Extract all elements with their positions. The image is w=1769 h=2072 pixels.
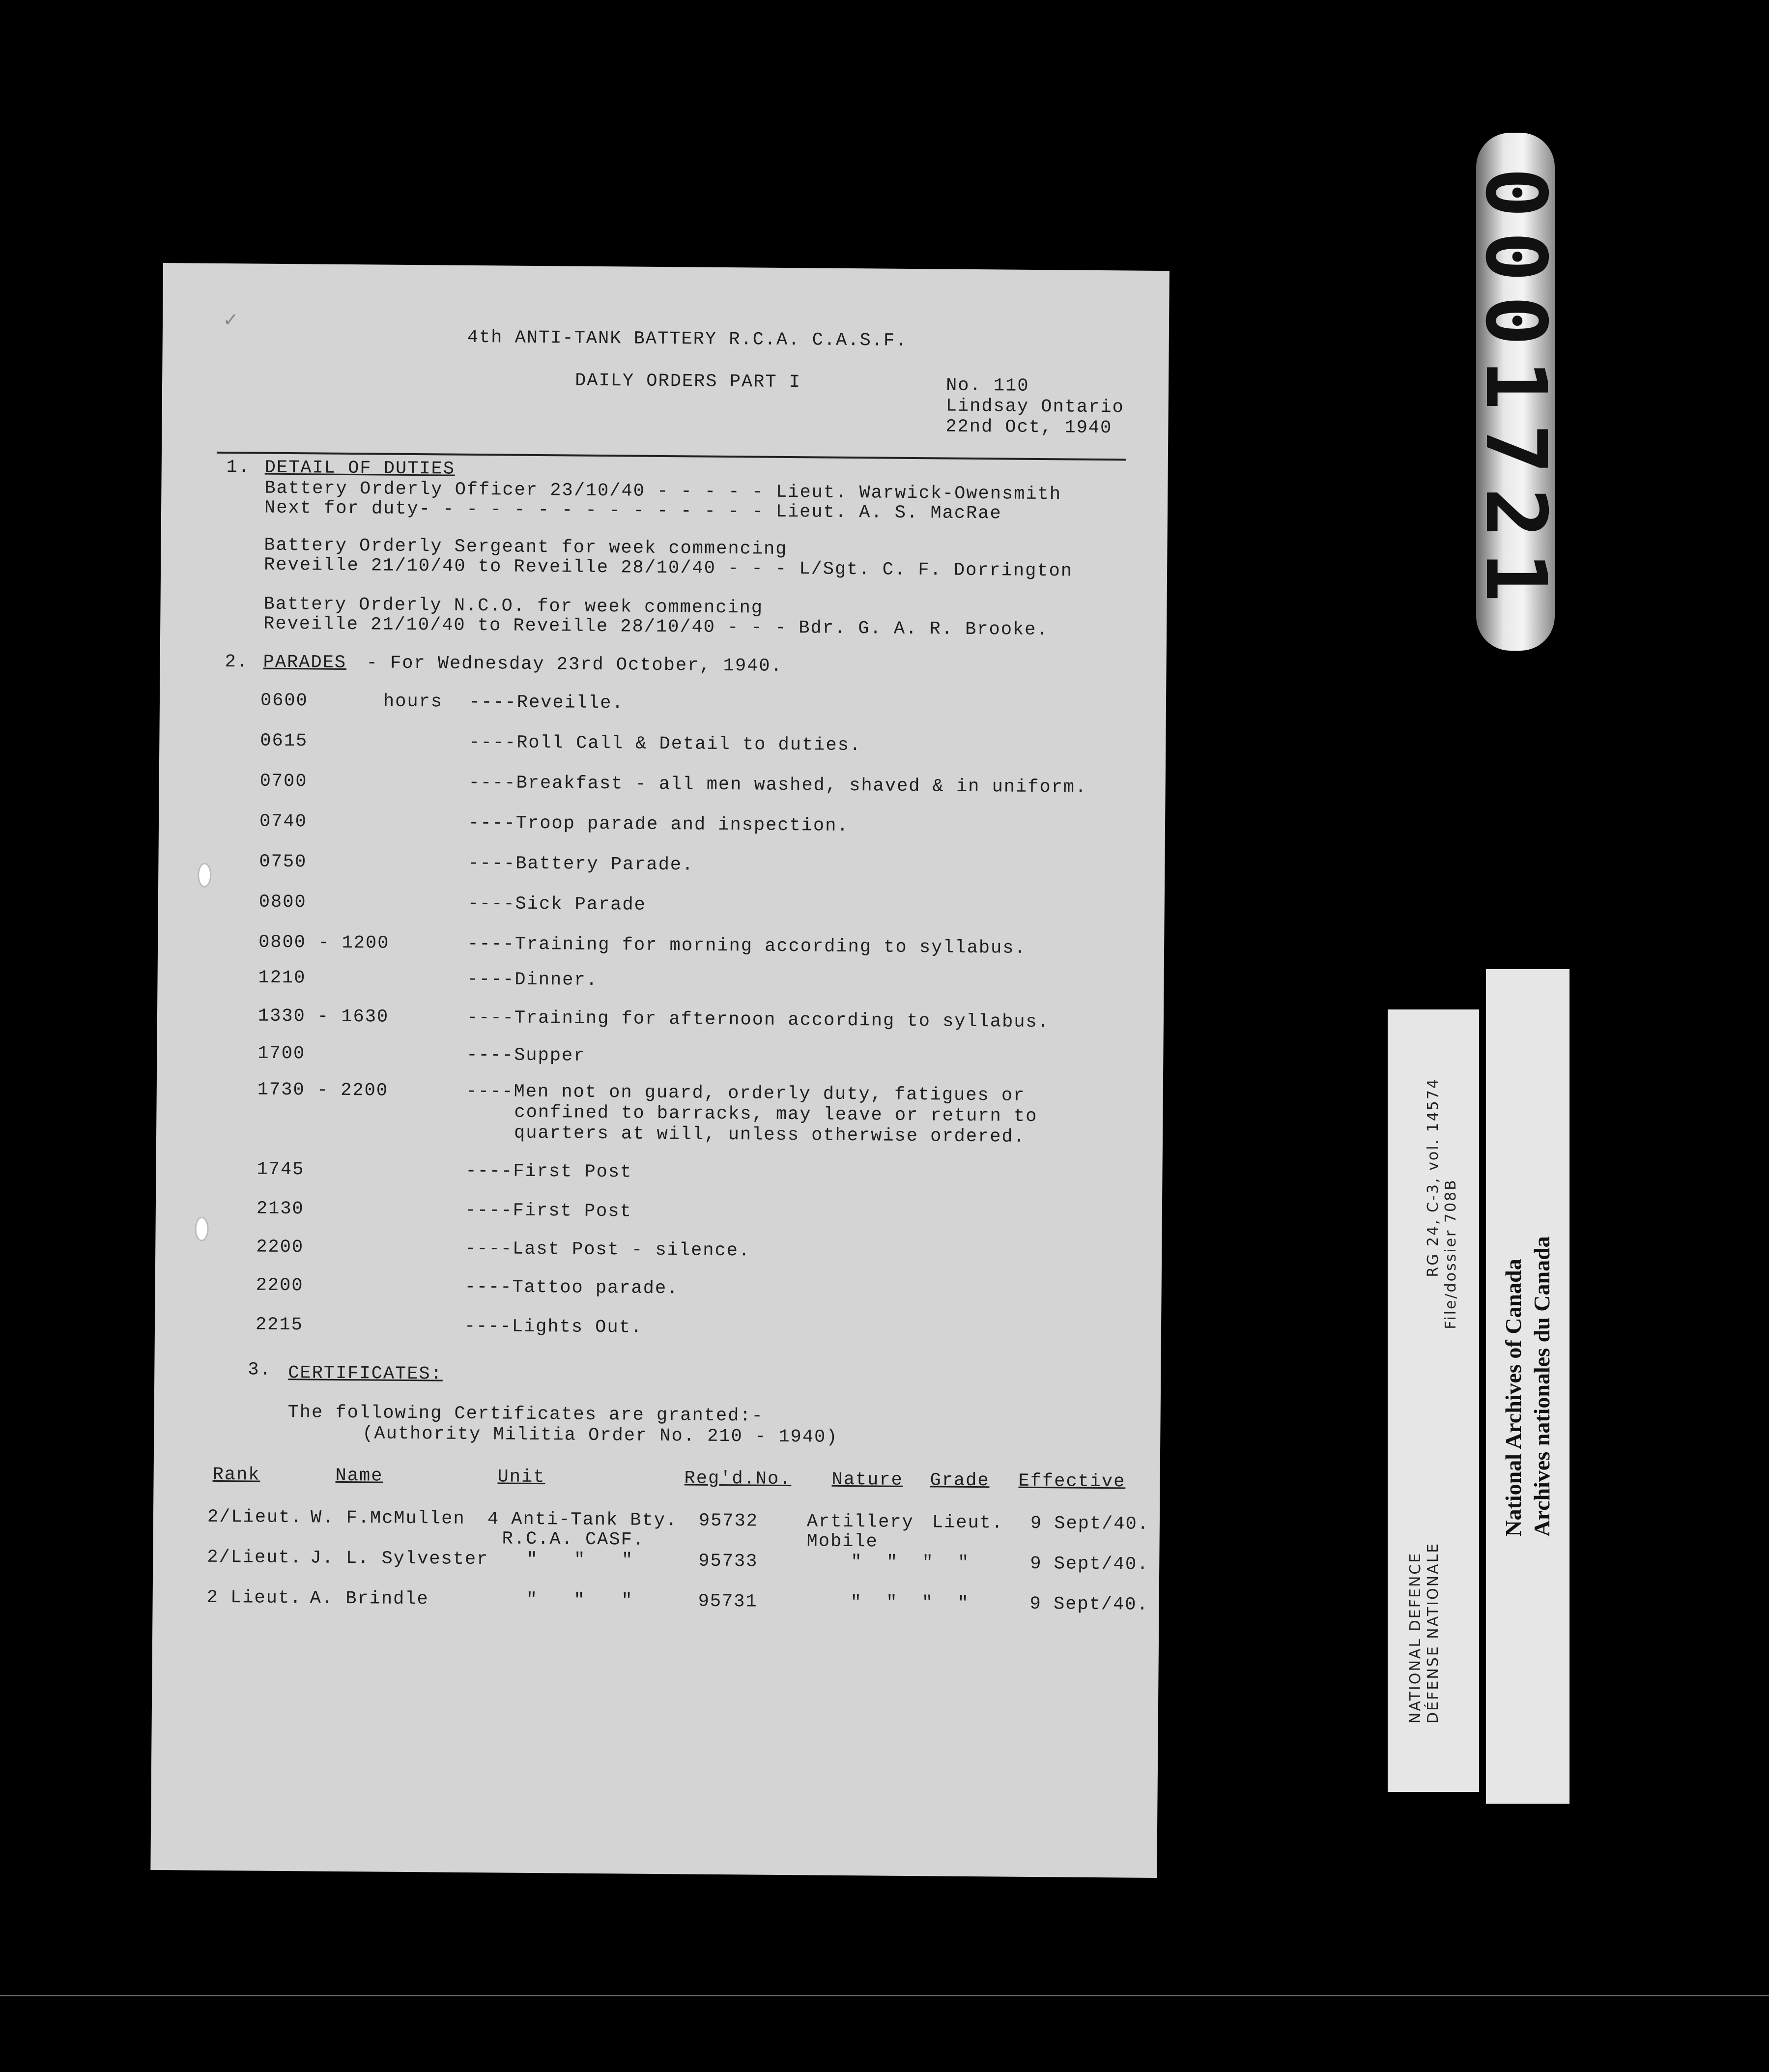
duties-heading: DETAIL OF DUTIES	[264, 457, 456, 480]
cell-nature: " " " "	[850, 1592, 970, 1614]
parade-desc: ----Breakfast - all men washed, shaved & in uniform.	[468, 772, 1087, 798]
cell-nature: " " " "	[851, 1552, 970, 1574]
parade-desc: ----Tattoo parade.	[464, 1276, 679, 1299]
cell-name: J. L. Sylvester	[310, 1548, 489, 1570]
parade-time: 0600	[260, 690, 309, 712]
parade-desc: ----Dinner.	[467, 969, 598, 991]
column-header: Reg'd.No.	[684, 1468, 792, 1490]
parade-time: 0800 - 1200	[258, 932, 390, 954]
cell-effective: 9 Sept/40.	[1030, 1513, 1150, 1535]
archives-text	[1499, 1236, 1556, 1536]
hours-label: hours	[383, 691, 443, 713]
cell-rank: 2/Lieut.	[207, 1547, 303, 1569]
column-header: Name	[335, 1465, 383, 1487]
scan-edge-line	[0, 1995, 1769, 1996]
column-header: Rank	[212, 1464, 260, 1486]
parade-time: 0615	[260, 730, 308, 752]
duty-line: Battery Orderly Sergeant for week commencing	[264, 535, 788, 560]
pencil-mark: ✓	[224, 308, 237, 334]
cell-name: W. F.McMullen	[310, 1507, 465, 1529]
parades-number: 2.	[225, 652, 249, 673]
parade-desc: ----First Post	[465, 1200, 632, 1222]
column-header: Grade	[930, 1470, 990, 1492]
reference-line: File/dossier 708B	[1442, 1179, 1459, 1329]
order-date: 22nd Oct, 1940	[945, 416, 1113, 439]
cell-rank: 2 Lieut.	[206, 1587, 302, 1609]
archive-number: 0001721	[1467, 167, 1564, 616]
cell-name: A. Brindle	[310, 1588, 429, 1610]
department-line: DÉFENSE NATIONALE	[1425, 1542, 1442, 1724]
parade-time: 2200	[256, 1275, 304, 1296]
punch-hole	[195, 1217, 208, 1241]
parade-desc: ----Training for afternoon according to syllabus.	[466, 1007, 1050, 1033]
cell-unit: " " "	[526, 1589, 633, 1612]
cell-nature-2: Mobile	[806, 1531, 879, 1553]
order-place: Lindsay Ontario	[945, 396, 1124, 418]
cell-effective: 9 Sept/40.	[1030, 1553, 1149, 1575]
reference-text	[1407, 1078, 1460, 1724]
cell-rank: 2/Lieut.	[207, 1506, 303, 1528]
parade-time: 2215	[255, 1314, 304, 1336]
parade-desc: ----Men not on guard, orderly duty, fatigues or	[466, 1081, 1026, 1106]
parade-time: 0740	[259, 811, 308, 833]
parade-desc: ----Lights Out.	[464, 1316, 643, 1338]
parade-time: 2130	[256, 1198, 304, 1220]
duty-line: Reveille 21/10/40 to Reveille 28/10/40 - - - L/Sgt. C. F. Dorrington	[264, 554, 1073, 582]
parade-time: 1730 - 2200	[257, 1079, 389, 1101]
certificates-heading: CERTIFICATES:	[288, 1363, 443, 1385]
duties-number: 1.	[226, 457, 251, 478]
document-page	[150, 263, 1170, 1878]
reference-line: RG 24, C-3, vol. 14574	[1425, 1077, 1442, 1277]
parade-desc: ----Sick Parade	[467, 893, 646, 916]
duty-line: Next for duty- - - - - - - - - - - - - - - Lieut. A. S. MacRae	[264, 497, 1002, 524]
cell-unit: 4 Anti-Tank Bty.	[487, 1509, 678, 1531]
cell-regd: 95733	[698, 1551, 758, 1572]
cell-nature: Artillery	[806, 1511, 914, 1533]
parade-time: 1210	[258, 967, 306, 989]
duty-line: Reveille 21/10/40 to Reveille 28/10/40 - - - Bdr. G. A. R. Brooke.	[263, 613, 1049, 641]
duty-line: Battery Orderly N.C.O. for week commencing	[263, 594, 764, 619]
parade-time: 0700	[259, 771, 308, 792]
parade-time: 1745	[257, 1159, 305, 1180]
unit-heading: 4th ANTI-TANK BATTERY R.C.A. C.A.S.F.	[467, 327, 908, 351]
parades-heading: PARADES	[263, 652, 347, 673]
cell-regd: 95731	[698, 1591, 758, 1612]
certificates-authority: (Authority Militia Order No. 210 - 1940)	[362, 1423, 838, 1448]
parade-desc: ----Roll Call & Detail to duties.	[469, 732, 862, 756]
archive-number-stamp	[1467, 133, 1564, 651]
parade-desc: ----First Post	[465, 1160, 632, 1183]
column-header: Nature	[831, 1469, 903, 1491]
parade-time: 1700	[257, 1043, 306, 1065]
parade-time: 0800	[258, 892, 307, 913]
archives-name-en: National Archives of Canada	[1501, 1259, 1526, 1537]
parade-desc-cont: confined to barracks, may leave or return to	[514, 1102, 1038, 1127]
cell-unit-2: R.C.A. CASF.	[502, 1528, 645, 1551]
certificates-number: 3.	[248, 1359, 272, 1381]
cell-grade: Lieut.	[932, 1512, 1004, 1534]
cell-regd: 95732	[698, 1510, 759, 1532]
column-header: Effective	[1018, 1470, 1126, 1493]
parade-time: 0750	[259, 851, 307, 873]
parade-time: 1330 - 1630	[257, 1006, 389, 1028]
parade-desc: ----Reveille.	[469, 691, 624, 714]
duty-line: Battery Orderly Officer 23/10/40 - - - - - Lieut. Warwick-Owensmith	[264, 478, 1062, 505]
orders-title: DAILY ORDERS PART I	[574, 370, 801, 393]
parade-desc: ----Last Post - silence.	[465, 1238, 751, 1262]
certificates-intro: The following Certificates are granted:-	[287, 1402, 764, 1427]
cell-unit: " " "	[526, 1549, 634, 1571]
parade-desc: ----Training for morning according to syllabus.	[467, 933, 1027, 959]
order-number: No. 110	[945, 375, 1029, 397]
parade-desc: ----Battery Parade.	[468, 853, 694, 876]
punch-hole	[198, 863, 211, 888]
reference-label	[1388, 1009, 1479, 1792]
parade-time: 2200	[256, 1237, 304, 1258]
column-header: Unit	[497, 1467, 545, 1488]
archives-name-fr: Archives nationales du Canada	[1529, 1236, 1554, 1537]
archives-label	[1486, 969, 1569, 1804]
department-line: NATIONAL DEFENCE	[1407, 1552, 1424, 1724]
parade-desc-cont: quarters at will, unless otherwise ordered.	[514, 1122, 1026, 1148]
parades-subtitle: - For Wednesday 23rd October, 1940.	[366, 653, 783, 677]
parade-desc: ----Troop parade and inspection.	[468, 812, 849, 836]
cell-effective: 9 Sept/40.	[1029, 1593, 1149, 1615]
parade-desc: ----Supper	[466, 1044, 586, 1066]
